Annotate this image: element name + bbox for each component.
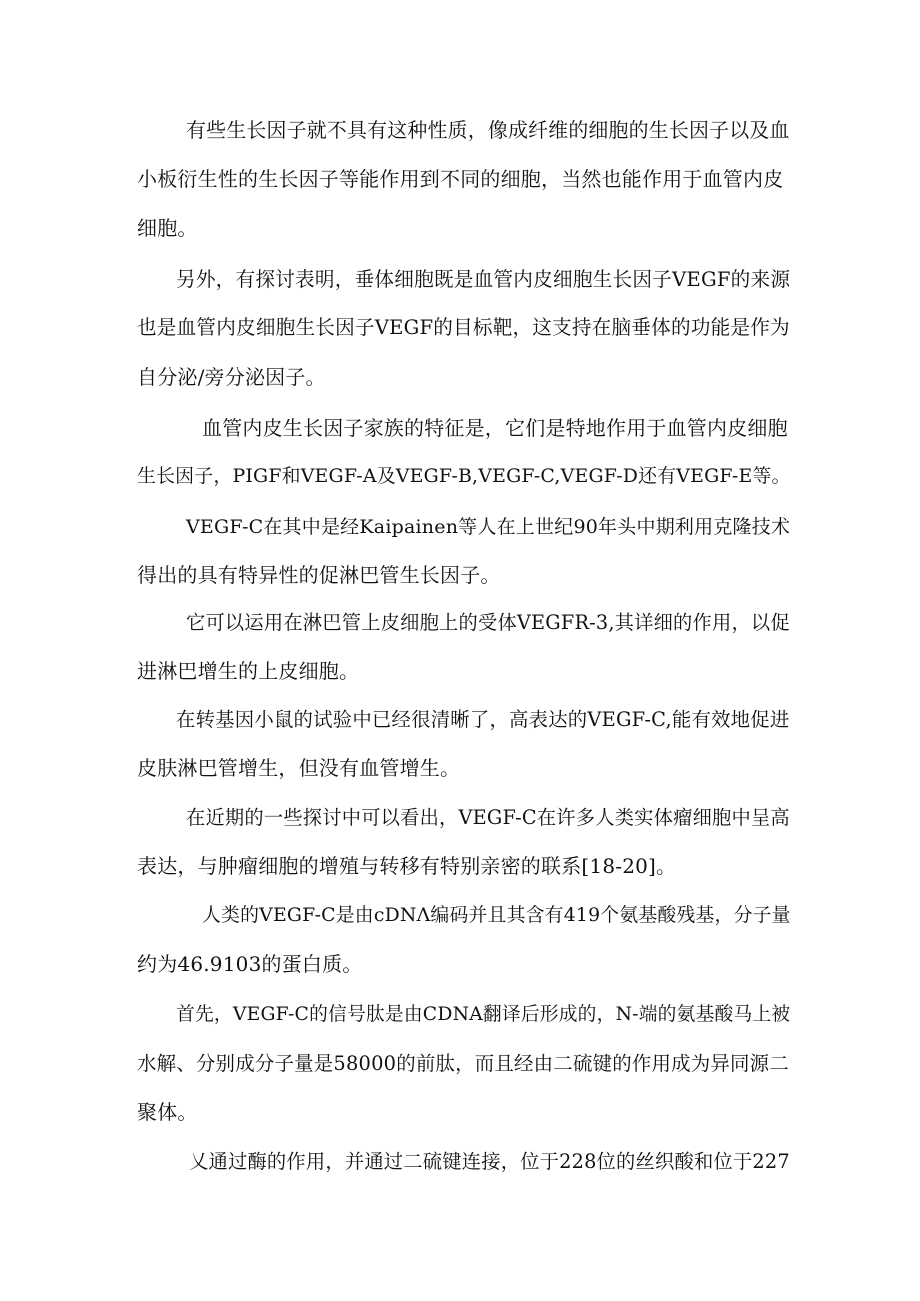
text-line: 生长因子，PIGF和VEGF-A及VEGF-B,VEGF-C,VEGF-D还有VEGF-E等。 <box>137 465 791 487</box>
text-line: 水解、分别成分子量是58000的前肽，而且经由二硫键的作用成为异同源二 <box>137 1052 789 1075</box>
text-line: VEGF-C在其中是经Kaipainen等人在上世纪90年头中期利用克隆技术 <box>186 516 791 538</box>
text-line: 聚体。 <box>137 1100 198 1124</box>
text-line: 进淋巴增生的上皮细胞。 <box>137 659 360 683</box>
text-line: 在转基因小鼠的试验中已经很清晰了，高表达的VEGF-C,能有效地促进 <box>176 708 790 731</box>
text-line: 首先，VEGF-C的信号肽是由CDNA翻译后形成的，N-端的氨基酸马上被 <box>176 1004 791 1025</box>
text-line: 细胞。 <box>137 216 198 240</box>
text-line: 另外，有探讨表明，垂体细胞既是血管内皮细胞生长因子VEGF的来源 <box>176 268 791 291</box>
text-line: 血管内皮生长因子家族的特征是，它们是特地作用于血管内皮细胞 <box>202 416 788 440</box>
text-line: 有些生长因子就不具有这种性质，像成纤维的细胞的生长因子以及血 <box>186 119 790 142</box>
text-line: 小板衍生性的生长因子等能作用到不同的细胞，当然也能作用于血管内皮 <box>137 167 784 191</box>
text-line: 人类的VEGF-C是由cDNΛ编码并且其含有419个氨基酸残基，分子量 <box>202 905 791 926</box>
text-line: 约为46.9103的蛋白质。 <box>137 952 363 976</box>
text-line: 也是血管内皮细胞生长因子VEGF的目标靶，这支持在脑垂体的功能是作为 <box>137 316 790 339</box>
text-line: 皮肤淋巴管增生，但没有血管增生。 <box>137 756 461 780</box>
text-line: 乂通过酶的作用，并通过二硫键连接，位于228位的丝织酸和位于227 <box>189 1150 790 1173</box>
text-line: 在近期的一些探讨中可以看出，VEGF-C在许多人类实体瘤细胞中呈高 <box>186 806 790 829</box>
text-line: 表达，与肿瘤细胞的增殖与转移有特别亲密的联系[18-20]。 <box>137 854 677 878</box>
text-line: 它可以运用在淋巴管上皮细胞上的受体VEGFR-3,其详细的作用，以促 <box>186 611 790 634</box>
text-line: 得出的具有特异性的促淋巴管生长因子。 <box>137 563 501 587</box>
text-line: 自分泌/旁分泌因子。 <box>137 365 326 389</box>
